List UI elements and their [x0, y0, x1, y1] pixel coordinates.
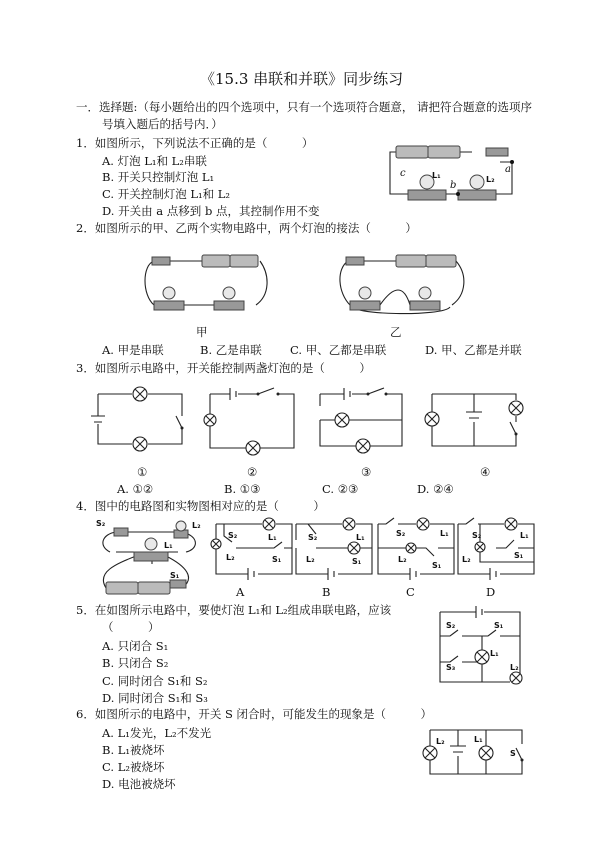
q4-circuit-c-label-l1: L₁ [440, 529, 449, 538]
q3-fig-2-label: ② [247, 465, 258, 479]
q4-circuit-a-diagram [214, 518, 294, 580]
q2-option-b[interactable]: B. 乙是串联 [200, 343, 262, 357]
q2-fig-jia-label: 甲 [196, 325, 208, 339]
q3-option-d[interactable]: D. ②④ [417, 482, 454, 496]
q2-option-a[interactable]: A. 甲是串联 [102, 343, 164, 357]
q4-photo-label-s2: S₂ [96, 519, 106, 528]
q1-option-d[interactable]: D. 开关由 a 点移到 b 点，其控制作用不变 [102, 204, 320, 218]
q3-circuit-4-diagram [426, 390, 526, 450]
q4-stem: 4．图中的电路图和实物图相对应的是（ ） [76, 499, 325, 513]
q2-option-c[interactable]: C. 甲、乙都是串联 [290, 343, 387, 357]
q4-circuit-b-label-s1: S₁ [352, 557, 362, 566]
q1-option-a[interactable]: A. 灯泡 L₁和 L₂串联 [102, 154, 207, 168]
q6-label-l2: L₂ [436, 737, 445, 746]
q4-circuit-d-label-l2: L₂ [462, 555, 471, 564]
page-title: 《15.3 串联和并联》同步练习 [200, 70, 404, 88]
q4-fig-d-label: D [486, 585, 496, 599]
q4-circuit-c-label-s1: S₁ [432, 561, 442, 570]
q4-circuit-b-label-s2: S₂ [308, 533, 318, 542]
section-heading-cont: 号填入题后的括号内．） [102, 117, 223, 131]
q1-option-b[interactable]: B. 开关只控制灯泡 L₁ [102, 170, 215, 184]
q5-label-s2: S₂ [446, 621, 456, 630]
q6-option-c[interactable]: C. L₂被烧坏 [102, 760, 165, 774]
q3-fig-3-label: ③ [361, 465, 372, 479]
q3-option-a[interactable]: A. ①② [117, 482, 154, 496]
q5-label-l2: L₂ [510, 663, 519, 672]
q2-circuit-yi-image [334, 245, 469, 320]
q4-photo-label-l1: L₁ [164, 541, 173, 550]
q5-stem-cont: （ ） [102, 620, 160, 634]
section-heading: 一．选择题:（每小题给出的四个选项中，只有一个选项符合题意， 请把符合题意的选项序 [76, 100, 533, 114]
q5-label-s3: S₃ [446, 663, 456, 672]
q4-physical-circuit-image [96, 516, 206, 598]
q4-circuit-b-diagram [294, 518, 374, 580]
q5-label-s1: S₁ [494, 621, 504, 630]
q1-label-a: a [505, 164, 511, 175]
q3-circuit-3-diagram [318, 390, 404, 452]
q1-stem: 1．如图所示，下列说法不正确的是（ ） [76, 136, 314, 150]
q6-option-a[interactable]: A. L₁发光，L₂不发光 [102, 726, 212, 740]
q4-circuit-c-label-s2: S₂ [396, 529, 406, 538]
q5-stem: 5．在如图所示电路中，要使灯泡 L₁和 L₂组成串联电路，应该 [76, 603, 392, 617]
q6-label-l1: L₁ [474, 735, 483, 744]
q4-circuit-a-label-s2: S₂ [228, 531, 238, 540]
q3-option-b[interactable]: B. ①③ [224, 482, 261, 496]
q6-stem: 6．如图所示的电路中，开关 S 闭合时，可能发生的现象是（ ） [76, 707, 433, 721]
q4-photo-label-s1: S₁ [170, 571, 180, 580]
q2-fig-yi-label: 乙 [390, 325, 402, 339]
q2-circuit-jia-image [140, 245, 270, 320]
q4-circuit-d-label-s1: S₁ [514, 551, 524, 560]
q3-fig-1-label: ① [137, 465, 148, 479]
q5-option-a[interactable]: A. 只闭合 S₁ [102, 639, 169, 653]
q4-circuit-c-label-l2: L₂ [398, 555, 407, 564]
q5-option-b[interactable]: B. 只闭合 S₂ [102, 656, 169, 670]
q2-option-d[interactable]: D. 甲、乙都是并联 [425, 343, 522, 357]
q5-option-d[interactable]: D. 同时闭合 S₁和 S₃ [102, 691, 208, 705]
q4-photo-label-l2: L₂ [192, 521, 201, 530]
q3-circuit-2-diagram [208, 390, 296, 450]
q1-option-c[interactable]: C. 开关控制灯泡 L₁和 L₂ [102, 187, 231, 201]
q1-label-l2: L₂ [486, 175, 495, 184]
q3-circuit-1-diagram [96, 388, 188, 450]
q4-circuit-d-label-l1: L₁ [520, 531, 529, 540]
q3-option-c[interactable]: C. ②③ [322, 482, 359, 496]
q4-circuit-d-diagram [456, 518, 536, 580]
q3-stem: 3．如图所示电路中，开关能控制两盏灯泡的是（ ） [76, 361, 371, 375]
q1-label-l1: L₁ [432, 171, 441, 180]
q4-circuit-c-diagram [376, 518, 456, 580]
q4-circuit-a-label-l2: L₂ [226, 553, 235, 562]
q6-option-d[interactable]: D. 电池被烧坏 [102, 777, 176, 791]
q2-stem: 2．如图所示的甲、乙两个实物电路中，两个灯泡的接法（ ） [76, 221, 417, 235]
q1-physical-circuit-image [388, 138, 518, 208]
q4-circuit-b-label-l1: L₁ [356, 533, 365, 542]
q4-fig-a-label: A [236, 585, 245, 599]
q6-option-b[interactable]: B. L₁被烧坏 [102, 743, 165, 757]
q1-label-c: c [400, 168, 406, 179]
q4-circuit-a-label-l1: L₁ [268, 533, 277, 542]
q4-circuit-d-label-s2: S₂ [472, 531, 482, 540]
q5-label-l1: L₁ [490, 649, 499, 658]
q4-circuit-b-label-l2: L₂ [306, 555, 315, 564]
q6-label-s: S [510, 749, 516, 758]
q4-fig-b-label: B [322, 585, 331, 599]
q6-circuit-diagram [424, 726, 528, 778]
q5-option-c[interactable]: C. 同时闭合 S₁和 S₂ [102, 674, 208, 688]
q5-circuit-diagram [436, 606, 526, 686]
q4-circuit-a-label-s1: S₁ [272, 555, 282, 564]
q4-fig-c-label: C [406, 585, 415, 599]
q3-fig-4-label: ④ [480, 465, 491, 479]
q1-label-b: b [450, 180, 457, 191]
